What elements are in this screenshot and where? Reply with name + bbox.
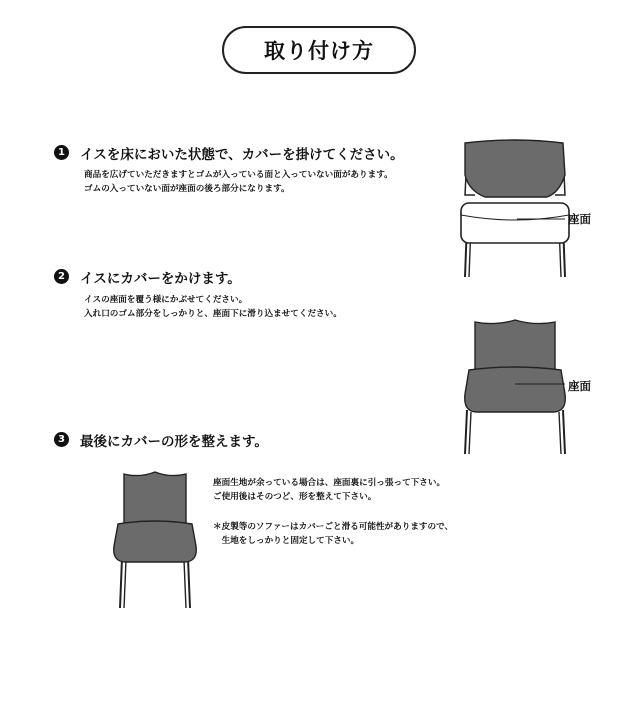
- chair-illustration-2: [455, 318, 575, 458]
- step-1-line-1: 商品を広げていただきますとゴムが入っている面と入っていない面があります。: [84, 170, 393, 180]
- step-3-line-1: 座面生地が余っている場合は、座面裏に引っ張って下さい。: [213, 478, 446, 488]
- step-2-heading: イスにカバーをかけます。: [80, 271, 241, 287]
- chair-illustration-3: [110, 470, 200, 610]
- step-3-heading: 最後にカバーの形を整えます。: [80, 434, 268, 450]
- step-1-number: 1: [54, 145, 69, 160]
- step-1-line-2: ゴムの入っていない面が座面の後ろ部分になります。: [84, 184, 290, 194]
- step-3-line-2: ご使用後はそのつど、形を整えて下さい。: [213, 492, 377, 502]
- page-title: 取り付け方: [222, 26, 416, 74]
- step-2-number: 2: [54, 269, 69, 284]
- caution-note-line-1: ＊皮製等のソファーはカバーごと滑る可能性がありますので、: [213, 522, 454, 532]
- seat-label-1: 座面: [568, 212, 591, 226]
- step-1-heading: イスを床においた状態で、カバーを掛けてください。: [80, 147, 404, 163]
- step-3-number: 3: [54, 432, 69, 447]
- step-2-line-1: イスの座面を覆う様にかぶせてください。: [84, 295, 248, 305]
- chair-illustration-1: [455, 135, 575, 295]
- seat-label-2: 座面: [568, 379, 591, 393]
- caution-note-line-2: 生地をしっかりと固定して下さい。: [213, 536, 360, 546]
- step-2-line-2: 入れ口のゴム部分をしっかりと、座面下に滑り込ませてください。: [84, 309, 342, 319]
